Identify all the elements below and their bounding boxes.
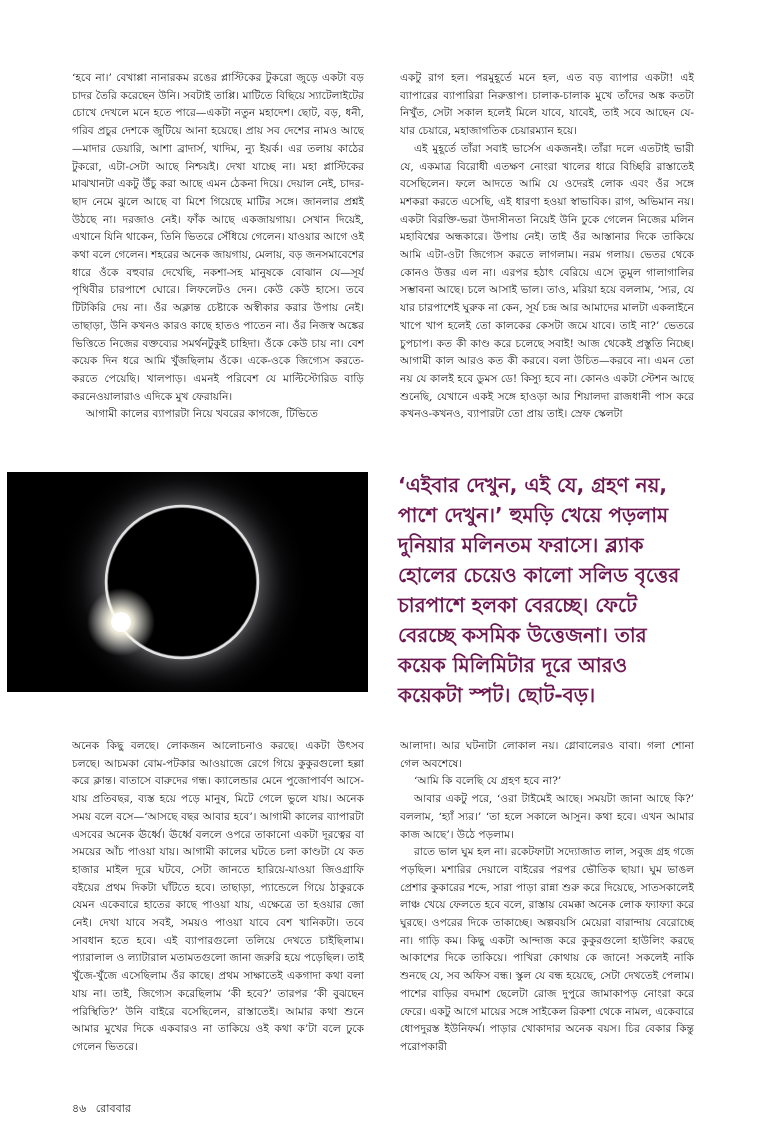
article-column-top-right [400, 70, 694, 465]
paragraph: রাতে ভাল ঘুম হল না। রকেটফাটা সদ্যোজাত লাল, সবুজ গ্রহ গজে পড়ছিল। মশারির দেয়ালে বাইরের পরপর ভৌতিক ছায়া। ঘুম ভাঙল প্রেশার কুকারের শব্দে, সারা পাড়া রান্না শুরু করে দিয়েছে, সাতসকালেই লাঞ্চ খেয়ে ফেলতে হবে বলে, রাস্তায় বেমক্কা অনেক লোক ফ্যাফ্যা করে ঘুরছে। ওপরের দিকে তাকাচ্ছে। অল্পবয়সি মেয়েরা বারান্দায় বেরোচ্ছে না। গাড়ি কম। কিছু একটা আন্দাজ করে কুকুরগুলো হাউলিং করছে আকাশের দিকে তাকিয়ে। পাখিরা কোথায় কে জানে! সকলেই নাকি শুনছে যে, সব অফিস বন্ধ। স্কুল যে বন্ধ হয়েছে, সেটা দেখতেই পেলাম। পাশের বাড়ির বদমাশ ছেলেটা রোজ দুপুরে জামাকাপড় নোংরা করে ফেরে। একটু আগে মায়ের সঙ্গে সাইকেল রিকশা থেকে নামল, একেবারে ধোপদুরস্ত ইউনিফর্ম। পাড়ার খোকাদার অনেক বয়স। চির বেকার কিন্তু পরোপকারী [400, 846, 694, 1053]
paragraph: ‘হবে না।’ বেখাপ্পা নানারকম রঙের প্লাস্টিকের টুকরো জুড়ে একটা বড় চাদর তৈরি করেছেন উনি। সবটাই তাপ্পি। মাটিতে বিছিয়ে স্যাটেলাইটের চোখে দেখলে মনে হতে পারে—একটা নতুন মহাদেশ। ছোট, বড়, ধনী, গরিব প্রচুর দেশকে জুটিয়ে আনা হয়েছে। প্রায় সব দেশের নামও আছে—মাদার ডেয়ারি, আশা ব্রাদার্স, খাদিম, ন্যু ইয়র্ক। এর তলায় কাঠের টুকরো, এটা-সেটা আছে নিশ্চয়ই। দেখা যাচ্ছে না। মহা প্লাস্টিকের মাঝখানটা একটু উঁচু করা আছে এমন ঠেকনা দিয়ে। দেয়াল নেই, চাদর-ছাদ নেমে ঝুলে আছে বা মিশে গিয়েছে মাটির সঙ্গে। জানলার প্রশ্নই উঠছে না। দরজাও নেই। ফাঁক আছে একজায়গায়। সেখান দিয়েই, এখানে যিনি থাকেন, তিনি ভিতরে সেঁধিয়ে গেলেন। যাওয়ার আগে ওই কথা বলে গেলেন। শহরের অনেক জায়গায়, মেলায়, বড় জনসমাবেশের ধারে ওঁকে বহুবার দেখেছি, নকশা-সহ মানুষকে বোঝান যে—সূর্য পৃথিবীর চারপাশে ঘোরে। লিফলেটও দেন। কেউ কেউ হাসে। তবে টিটকিরি দেয় না। ওঁর অক্লান্ত চেষ্টাকে অস্বীকার করার উপায় নেই। তাছাড়া, উনি কখনও কারও কাছে হাতও পাতেন না। ওঁর নিজস্ব অঙ্কের ভিত্তিতে নিজের বক্তব্যের সমর্থনটুকুই চাহিদা। ওঁকে কেউ চায় না। বেশ কয়েক দিন ধরে আমি খুঁজছিলাম ওঁকে। একে-ওকে জিগ্যেস করতে-করতে পেয়েছি। খালপাড়। এমনই পরিবেশ যে মাল্টিস্টোরিড বাড়ি করনেওয়ালারাও এদিকে মুখ ফেরায়নি। [72, 72, 364, 403]
pull-quote: ‘এইবার দেখুন, এই যে, গ্রহণ নয়, পাশে দেখুন।’ হুমড়ি খেয়ে পড়লাম দুনিয়ার মলিনতম ফরাসে। ব্ল্যাক হোলের চেয়েও কালো সলিড বৃত্তের চারপাশে হলকা বেরচ্ছে। ফেটে বেরচ্ছে কসমিক উত্তেজনা। তার কয়েক মিলিমিটার দূরে আরও কয়েকটা স্পট। ছোট-বড়। [398, 473, 680, 707]
magazine-name: রোববার [95, 1102, 131, 1115]
page-footer [72, 1100, 137, 1119]
page-number: ৪৬ [72, 1102, 87, 1115]
paragraph: আগামী কালের ব্যাপারটা নিয়ে খবরের কাগজে, টিভিতে [86, 408, 319, 421]
paragraph: আলাদা। আর ঘটনাটা লোকাল নয়। গ্লোবালেরও বাবা। গলা শোনা গেল অবশেষে। [400, 740, 694, 770]
paragraph: অনেক কিছু বলছে। লোকজন আলোচনাও করছে। একটা উৎসব চলছে। আচমকা বোম-পটকার আওয়াজে রেগে গিয়ে কুকুরগুলো হল্লা করে ক্লান্ত। বাতাসে বারুদের গন্ধ। ক্যালেন্ডার মেনে পুজোপার্বণ আসে-যায় প্রতিবছর, ব্যস্ত হয়ে পড়ে মানুষ, মিটে গেলে ভুলে যায়। অনেক সময় বলে বসে—‘আসছে বছর আবার হবে’। আগামী কালের ব্যাপারটা এসবের অনেক ঊর্ধ্বে। ঊর্ধ্বে বললে ওপরে তাকানো একটা দূরত্বের বা সময়ের আঁচ পাওয়া যায়। আগামী কালের ঘটতে চলা কাণ্ডটা যে কত হাজার মাইল দূরে ঘটবে, সেটা জানতে হারিয়ে-যাওয়া জিওগ্রাফি বইয়ের প্রথম দিকটা ঘাঁটতে হবে। তাছাড়া, প্যান্ডেলে গিয়ে ঠাকুরকে যেমন একেবারে হাতের কাছে পাওয়া যায়, এক্ষেত্রে তা হওয়ার জো নেই। দেখা যাবে সবই, সময়ও পাওয়া যাবে বেশ খানিকটা। তবে সাবধান হতে হবে। এই ব্যাপারগুলো তলিয়ে দেখতে চাইছিলাম। প্যারালাল ও ল্যাটারাল মতামতগুলো জানা জরুরি হয়ে পড়েছিল। তাই খুঁজে-খুঁজে এসেছিলাম ওঁর কাছে। প্রথম সাক্ষাতেই একগাদা কথা বলা যায় না। তাই, জিগ্যেস করেছিলাম ‘কী হবে?’ তারপর ‘কী বুঝছেন পরিস্থিতি?’ উনি বাইরে বসেছিলেন, রাস্তাতেই। আমার কথা শুনে আমার মুখের দিকে একবারও না তাকিয়ে ওই কথা ক’টা বলে ঢুকে গেলেন ভিতরে। [72, 740, 364, 1053]
paragraph: এই মুহূর্তে তাঁরা সবাই ভার্সেস একজনই। তাঁরা দলে এতটাই ভারী যে, একমাত্র বিরোধী এতক্ষণ নোংরা খালের ধারে বিচ্ছিরি রাস্তাতেই বসেছিলেন। ফলে আদতে আমি যে ওদেরই লোক এবং ওঁর সঙ্গে মশকরা করতে এসেছি, এই ধারণা হওয়া স্বাভাবিক। রাগ, অভিমান নয়। একটা বিরক্তি-ভরা উদাসীনতা নিয়েই উনি ঢুকে গেলেন নিজের মলিন মহাবিশ্বের অন্ধকারে। উপায় নেই। তাই ওঁর আস্তানার দিকে তাকিয়ে আমি এটা-ওটা জিগ্যেস করতে লাগলাম। নরম গলায়। ভেতর থেকে কোনও উত্তর এল না। এরপর হঠাৎ বেরিয়ে এসে তুমুল গালাগালির সম্ভাবনা আছে। চলে আসাই ভাল। তাও, মরিয়া হয়ে বললাম, ‘স্যর, যে যার চারপাশেই ঘুরুক না কেন, সূর্য চন্দ্র আর আমাদের মালটা একলাইনে খাপে খাপ হলেই তো কালকের কেসটা জমে যাবে। তাই না?’ ভেতরে চুপচাপ। কত কী কাণ্ড করে চলেছে সবাই! আজ থেকেই প্রস্তুতি নিচ্ছে। আগামী কাল আরও কত কী করবে। বলা উচিত—করবে না। এমন তো নয় যে কালই হবে ডুমস ডে! কিস্যু হবে না। কোনও একটা স্টেশন আছে শুনেছি, যেখানে একই সঙ্গে হাওড়া আর শিয়ালদা রাজধানী পাস করে কখনও-কখনও, ব্যাপারটা তো প্রায় তাই। স্রেফ স্কেলটা [400, 142, 694, 421]
paragraph: ‘আমি কি বলেছি যে গ্রহণ হবে না?’ [414, 775, 562, 788]
paragraph: একটু রাগ হল। পরমুহূর্তে মনে হল, এত বড় ব্যাপার একটা! এই ব্যাপারের ব্যাপারিরা নিরুত্তাপ। চালাক-চালাক মুখে তাঁদের অঙ্ক কতটা নিখুঁত, সেটা সকাল হলেই মিলে যাবে, যাবেই, তাই সবে আছেন যে-যার চেয়ারে, মহাজাগতিক চেয়ারম্যান হয়ে। [400, 72, 694, 138]
article-column-bottom-left [72, 738, 364, 1068]
paragraph: আবার একটু পরে, ‘ওরা টাইমেই আছে। সময়টা জানা আছে কি?’ বললাম, ‘হ্যাঁ স্যর।’ ‘তা হলে সকালে আসুন। কথা হবে। এখন আমার কাজ আছে’। উঠে পড়লাম। [400, 793, 694, 841]
solar-eclipse-photo [7, 472, 368, 692]
article-column-top-left [72, 70, 364, 450]
article-column-bottom-right [400, 738, 694, 1110]
